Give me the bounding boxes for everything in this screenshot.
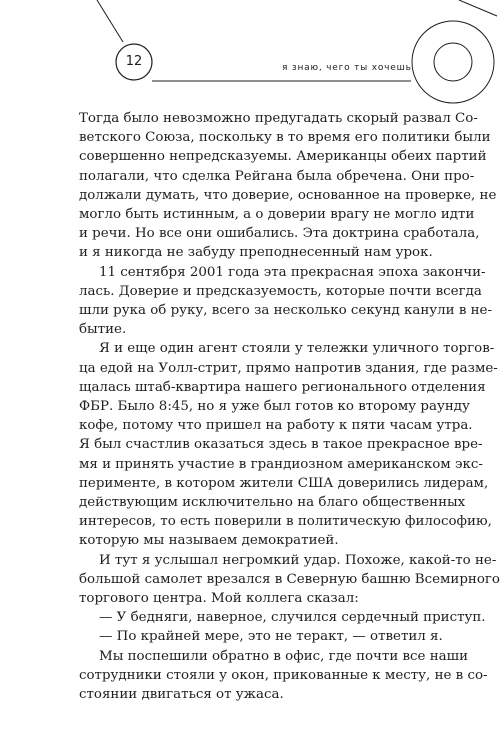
paragraph [79,263,493,340]
text-line: ветского Союза, поскольку в то время его политики были [79,130,491,146]
text-line: ца едой на Уолл-стрит, прямо напротив здания, где разме- [79,360,498,376]
text-line: должали думать, что доверие, основанное на проверке, не [79,187,497,203]
decorative-diagonal-line [97,0,123,42]
body-text [79,109,500,704]
text-line: шли рука об руку, всего за несколько секунд канули в не- [79,303,493,319]
paragraph [79,647,488,705]
text-line: интересов, то есть поверили в политическую философию, [79,514,492,530]
text-line: перименте, в котором жители США доверились лидерам, [79,475,489,491]
text-line: торгового центра. Мой коллега сказал: [79,591,359,607]
paragraph [79,339,498,550]
text-line: совершенно непредсказуемы. Американцы обеих партий [79,149,487,165]
text-line: которую мы называем демократией. [79,533,339,549]
text-line: И тут я услышал негромкий удар. Похоже, какой-то не- [99,552,497,568]
page-number: 12 [125,54,143,69]
decorative-corner-line [459,0,497,16]
text-line: действующим исключительно на благо общественных [79,495,466,511]
text-line: Я и еще один агент стояли у тележки уличного торгов- [99,341,495,357]
text-line: сотрудники стояли у окон, прикованные к месту, не в со- [79,667,488,683]
text-line: Я был счастлив оказаться здесь в такое прекрасное вре- [79,437,483,453]
paragraph [79,109,497,263]
text-line: ФБР. Было 8:45, но я уже был готов ко второму раунду [79,399,470,415]
dialogue-line [79,608,486,627]
text-line: полагали, что сделка Рейгана была обречена. Они про- [79,168,475,184]
text-line: Тогда было невозможно предугадать скорый развал Со- [79,111,478,126]
text-line: стоянии двигаться от ужаса. [79,687,284,703]
text-line: бытие. [79,322,127,338]
text-line: и речи. Но все они ошибались. Эта доктрина сработала, [79,226,480,242]
text-line: большой самолет врезался в Северную башню Всемирного [79,571,500,587]
text-line: Мы поспешили обратно в офис, где почти все наши [99,648,469,664]
paragraph [79,551,500,609]
text-line: и я никогда не забуду преподнесенный нам урок. [79,245,433,261]
text-line: 11 сентября 2001 года эта прекрасная эпоха закончи- [99,264,486,280]
text-line: — У бедняги, наверное, случился сердечный приступ. [99,610,486,626]
decorative-inner-circle [434,43,472,81]
text-line: — По крайней мере, это не теракт, — ответил я. [99,629,443,645]
text-line: щалась штаб-квартира нашего регионального отделения [79,379,486,395]
dialogue-line [79,627,456,646]
text-line: могло быть истинным, а о доверии врагу не могло идти [79,207,475,223]
text-line: мя и принять участие в грандиозном американском экс- [79,456,483,472]
text-line: лась. Доверие и предсказуемость, которые почти всегда [79,283,482,299]
running-head: я знаю, чего ты хочешь [282,63,412,73]
decorative-outer-circle [412,21,494,103]
text-line: кофе, потому что пришел на работу к пяти часам утра. [79,418,473,434]
